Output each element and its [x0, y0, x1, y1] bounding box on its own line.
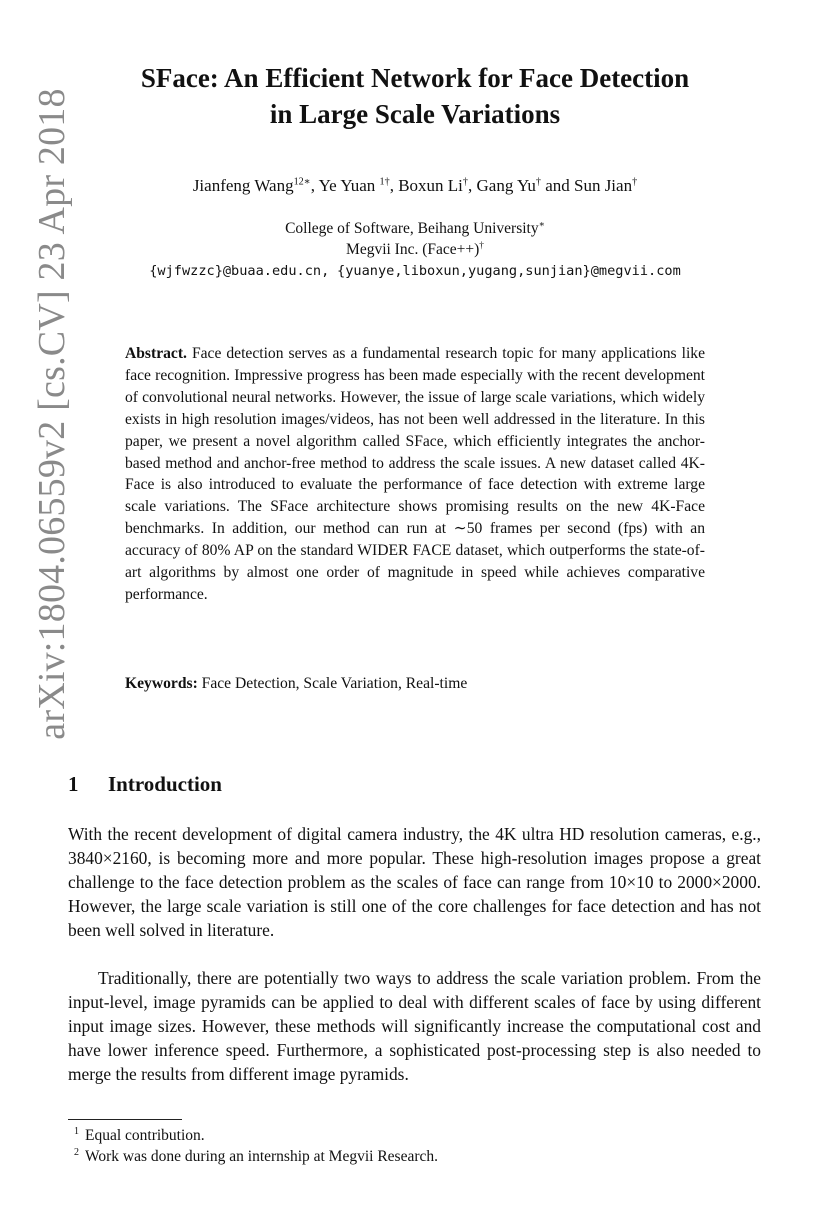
author-name: Boxun Li	[398, 176, 463, 195]
author-affiliation-mark: 1†	[379, 176, 390, 188]
author-affiliation-mark: †	[535, 176, 541, 188]
affiliation-mark: †	[479, 240, 484, 251]
footnote	[74, 1125, 764, 1146]
footnote-divider	[68, 1119, 182, 1120]
section-title: Introduction	[108, 772, 222, 796]
affiliation-megvii: Megvii Inc. (Face++)	[346, 241, 480, 258]
keywords-text: Face Detection, Scale Variation, Real-time	[201, 675, 468, 692]
section-number: 1	[68, 772, 79, 796]
affiliation-mark: ∗	[538, 219, 545, 230]
footnote-mark: 2	[74, 1146, 79, 1158]
author-name: Ye Yuan	[318, 176, 380, 195]
paper-title	[70, 60, 760, 132]
footnote-text: Work was done during an internship at Megvii Research.	[85, 1148, 439, 1165]
email-megvii[interactable]: {yuanye,liboxun,yugang,sunjian}@megvii.com	[337, 263, 681, 279]
footnote	[74, 1146, 764, 1167]
paragraph: Traditionally, there are potentially two ways to address the scale variation problem. From the input-level, image pyramids can be applied to deal with different scales of face by using different input image sizes. However, these methods will significantly increase the computational cost and have lower inference speed. Furthermore, a sophisticated post-processing step is also needed to merge the results from different image pyramids.	[68, 968, 761, 1084]
footnote-mark: 1	[74, 1125, 79, 1137]
abstract-text: Face detection serves as a fundamental research topic for many applications like face recognition. Impressive progress has been made especially with the recent development of convolutional neural networks. However, the issue of large scale variations, which widely exists in high resolution images/videos, has not been well addressed in the literature. In this paper, we present a novel algorithm called SFace, which efficiently integrates the anchor-based method and anchor-free method to address the scale issues. A new dataset called 4K-Face is also introduced to evaluate the performance of face detection with extreme large scale variations. The SFace architecture shows promising results on the new 4K-Face benchmarks. In addition, our method can run at ∼50 frames per second (fps) with an accuracy of 80% AP on the standard WIDER FACE dataset, which outperforms the state-of-art algorithms by almost one order of magnitude in speed while achieves comparative performance.	[125, 345, 705, 603]
section-heading-introduction	[68, 770, 222, 798]
author-conjunction: and	[545, 176, 570, 195]
keywords	[125, 673, 705, 695]
affiliation-beihang: College of Software, Beihang University	[285, 220, 539, 237]
affiliations	[70, 218, 760, 282]
author-name: Gang Yu	[476, 176, 536, 195]
abstract	[125, 343, 705, 606]
author-affiliation-mark: †	[462, 176, 468, 188]
author-name: Jianfeng Wang	[192, 176, 294, 195]
author-affiliation-mark: 12∗	[293, 176, 311, 188]
abstract-label: Abstract.	[125, 345, 187, 362]
author-affiliation-mark: †	[632, 176, 638, 188]
arxiv-identifier: arXiv:1804.06559v2 [cs.CV] 23 Apr 2018	[31, 88, 73, 740]
author-list: Jianfeng Wang$^{12∗}$, Ye Yuan $^{1\dagger}$, Boxun Li†, Gang Yu† and Sun Jian†	[192, 176, 638, 195]
author-name: Sun Jian	[573, 176, 633, 195]
title-line-1: SFace: An Efficient Network for Face Detection	[140, 63, 690, 93]
paragraph: With the recent development of digital camera industry, the 4K ultra HD resolution cameras, e.g., 3840×2160, is becoming more and more popular. These high-resolution images propose a great challenge to the face detection problem as the scales of face can range from 10×10 to 2000×2000. However, the large scale variation is still one of the core challenges for face detection and has not been well solved in literature.	[68, 824, 761, 940]
footnote-text: Equal contribution.	[85, 1127, 205, 1144]
footnotes	[74, 1125, 764, 1167]
keywords-label: Keywords:	[125, 675, 198, 692]
title-line-2: in Large Scale Variations	[269, 99, 561, 129]
email-buaa[interactable]: {wjfwzzc}@buaa.edu.cn,	[149, 263, 330, 279]
